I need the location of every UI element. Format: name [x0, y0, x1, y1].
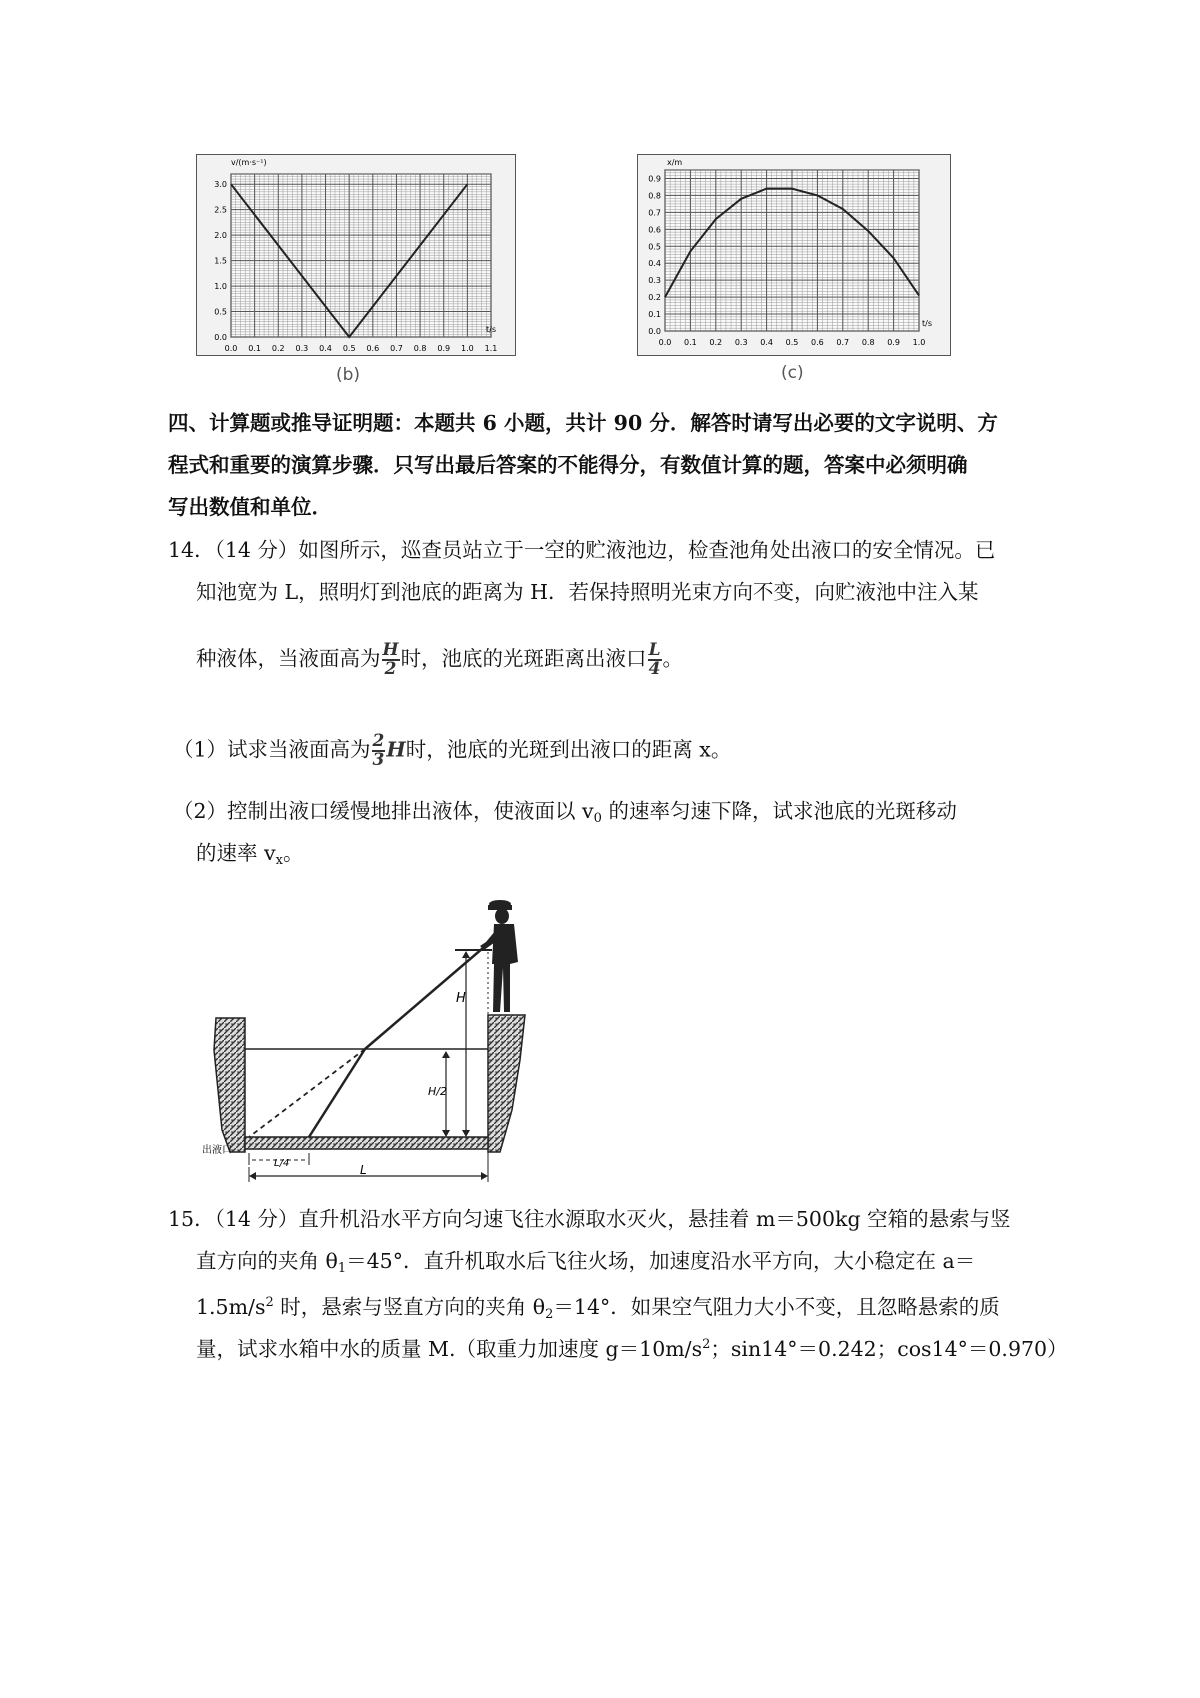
q15-line3-text-a: 1.5m/s	[196, 1295, 266, 1319]
x-tick-label: 0.9	[887, 338, 900, 347]
chart-b-ylabel: v/(m·s⁻¹)	[231, 158, 267, 167]
subscript: x	[275, 853, 283, 868]
label-h: H	[456, 991, 466, 1006]
arrow-left-icon	[249, 1172, 256, 1180]
q15-line-4	[196, 1332, 1068, 1362]
q14-line-3-text-c: 。	[662, 646, 684, 671]
y-tick-label: 1.5	[214, 256, 227, 266]
y-tick-label: 0.1	[648, 310, 661, 320]
q15-line3-text-b: 时，悬索与竖直方向的夹角 θ	[273, 1295, 546, 1319]
q14-line-3	[196, 642, 683, 678]
y-tick-label: 0.5	[648, 242, 661, 252]
y-tick-label: 3.0	[214, 180, 227, 190]
y-tick-label: 0.5	[214, 307, 227, 317]
y-tick-label: 2.0	[214, 231, 227, 241]
y-tick-label: 0.0	[648, 327, 661, 336]
superscript: 2	[702, 1337, 711, 1352]
x-tick-label: 1.0	[912, 338, 926, 347]
subscript: 0	[593, 811, 602, 826]
subscript: 1	[337, 1261, 347, 1276]
chart-b	[196, 154, 516, 356]
x-tick-label: 1.1	[484, 344, 498, 353]
label-outlet: 出液口	[202, 1145, 232, 1156]
q15-line2-text-a: 直方向的夹角 θ	[196, 1249, 338, 1273]
pool-right-wall	[488, 1015, 525, 1152]
light-beam-line	[365, 942, 490, 1049]
y-tick-label: 0.0	[214, 333, 227, 342]
x-tick-label: 0.0	[658, 338, 672, 347]
x-tick-label: 0.3	[295, 344, 309, 353]
q14-sub2-line2-text-a: 的速率 v	[196, 841, 276, 865]
label-l: L	[360, 1163, 367, 1177]
arrow-up-icon	[462, 951, 470, 958]
frac-numerator: L	[648, 640, 661, 660]
y-tick-label: 0.3	[648, 276, 661, 286]
chart-b-caption: (b)	[336, 365, 361, 385]
q15-line2-text-b: ＝45°．直升机取水后飞往火场，加速度沿水平方向，大小稳定在 a＝	[346, 1249, 976, 1273]
x-tick-label: 0.7	[836, 338, 850, 347]
y-tick-label: 0.8	[648, 191, 661, 201]
x-tick-label: 0.1	[684, 338, 697, 347]
section-4-line-1: 四、计算题或推导证明题：本题共 6 小题，共计 90 分．解答时请写出必要的文字说明、方	[168, 411, 998, 435]
superscript: 2	[265, 1295, 274, 1310]
x-tick-label: 0.1	[248, 344, 262, 353]
q15-line4-text-a: 量，试求水箱中水的质量 M.（取重力加速度 g＝10m/s	[196, 1337, 703, 1361]
q14-sub2-line2-text-b: 。	[282, 841, 304, 865]
q14-sub-question-1	[173, 733, 731, 769]
section-4-line-2: 程式和重要的演算步骤．只写出最后答案的不能得分，有数值计算的题，答案中必须明确	[168, 453, 968, 477]
frac-denominator: 2	[384, 659, 397, 679]
frac-numerator: H	[382, 640, 399, 660]
y-tick-label: 0.2	[648, 293, 661, 303]
fraction-2-over-3	[372, 733, 386, 769]
arrow-down-icon	[442, 1130, 450, 1137]
q15-line-3	[196, 1290, 1000, 1328]
arrow-down-icon	[462, 1130, 470, 1137]
fraction-l-over-4	[648, 642, 662, 678]
figure-q14-pool-diagram	[200, 890, 550, 1190]
x-tick-label: 0.0	[224, 344, 238, 353]
chart-c-ylabel: x/m	[667, 158, 683, 167]
x-tick-label: 0.9	[437, 344, 451, 353]
chart-c-caption: (c)	[781, 363, 804, 383]
x-tick-label: 0.6	[811, 338, 824, 347]
y-tick-label: 0.6	[648, 225, 661, 235]
chart-c	[637, 154, 951, 356]
arrow-right-icon	[481, 1172, 488, 1180]
frac-denominator: 4	[648, 659, 661, 679]
y-tick-label: 2.5	[214, 205, 227, 215]
x-tick-label: 0.3	[734, 338, 748, 347]
x-tick-label: 0.8	[861, 338, 875, 347]
y-tick-label: 0.4	[648, 259, 661, 269]
x-tick-label: 0.8	[413, 344, 427, 353]
q14-sub2-text-b: 的速率匀速下降，试求池底的光斑移动	[601, 799, 957, 823]
x-tick-label: 0.2	[709, 338, 723, 347]
x-tick-label: 0.7	[390, 344, 403, 353]
chart-c-xlabel: t/s	[922, 319, 932, 328]
refracted-beam-line	[309, 1049, 365, 1137]
q14-sub1-text-a: （1）试求当液面高为	[173, 737, 371, 762]
q15-line3-text-c: ＝14°．如果空气阻力大小不变，且忽略悬索的质	[553, 1295, 1000, 1319]
x-tick-label: 0.4	[760, 338, 773, 347]
q14-line-3-text-b: 时，池底的光斑距离出液口	[400, 646, 647, 671]
label-h-half: H/2	[428, 1085, 447, 1098]
x-tick-label: 0.4	[319, 344, 332, 353]
q14-line-3-text-a: 种液体，当液面高为	[196, 646, 381, 671]
original-beam-dashed-line	[249, 1049, 365, 1137]
arrow-up-icon	[442, 1051, 450, 1058]
section-4-line-3: 写出数值和单位．	[168, 495, 332, 519]
x-tick-label: 1.0	[460, 344, 474, 353]
inspector-person-icon	[480, 900, 518, 1012]
chart-b-xlabel: t/s	[486, 325, 496, 334]
x-tick-label: 0.2	[271, 344, 285, 353]
y-tick-label: 0.7	[648, 208, 661, 218]
pool-left-wall	[214, 1018, 245, 1152]
pool-floor	[245, 1137, 488, 1149]
q14-sub-question-2-line-2	[196, 840, 303, 874]
frac-denominator: 3	[372, 750, 385, 770]
x-tick-label: 0.6	[366, 344, 380, 353]
q14-sub1-text-b: 时，池底的光斑到出液口的距离 x。	[405, 737, 732, 762]
q14-line-1: 14．（14 分）如图所示，巡查员站立于一空的贮液池边，检查池角处出液口的安全情况。已	[168, 538, 996, 562]
q15-line-2	[196, 1248, 975, 1282]
label-l-quarter: L/4	[274, 1158, 290, 1169]
y-tick-label: 1.0	[214, 282, 227, 292]
q15-line4-text-b: ；sin14°＝0.242；cos14°＝0.970）	[710, 1337, 1068, 1361]
frac-numerator: 2	[372, 731, 385, 751]
y-tick-label: 0.9	[648, 174, 661, 184]
q14-line-2: 知池宽为 L，照明灯到池底的距离为 H．若保持照明光束方向不变，向贮液池中注入某	[196, 580, 979, 604]
subscript: 2	[545, 1307, 554, 1322]
fraction-h-over-2	[382, 642, 400, 678]
q15-line-1: 15．（14 分）直升机沿水平方向匀速飞往水源取水灭火，悬挂着 m＝500kg 空箱的悬索与竖	[168, 1207, 1011, 1231]
frac-variable: H	[386, 737, 406, 762]
x-tick-label: 0.5	[785, 338, 799, 347]
q14-sub-question-2-line-1	[173, 798, 957, 832]
x-tick-label: 0.5	[342, 344, 356, 353]
q14-sub2-text-a: （2）控制出液口缓慢地排出液体，使液面以 v	[173, 799, 594, 823]
